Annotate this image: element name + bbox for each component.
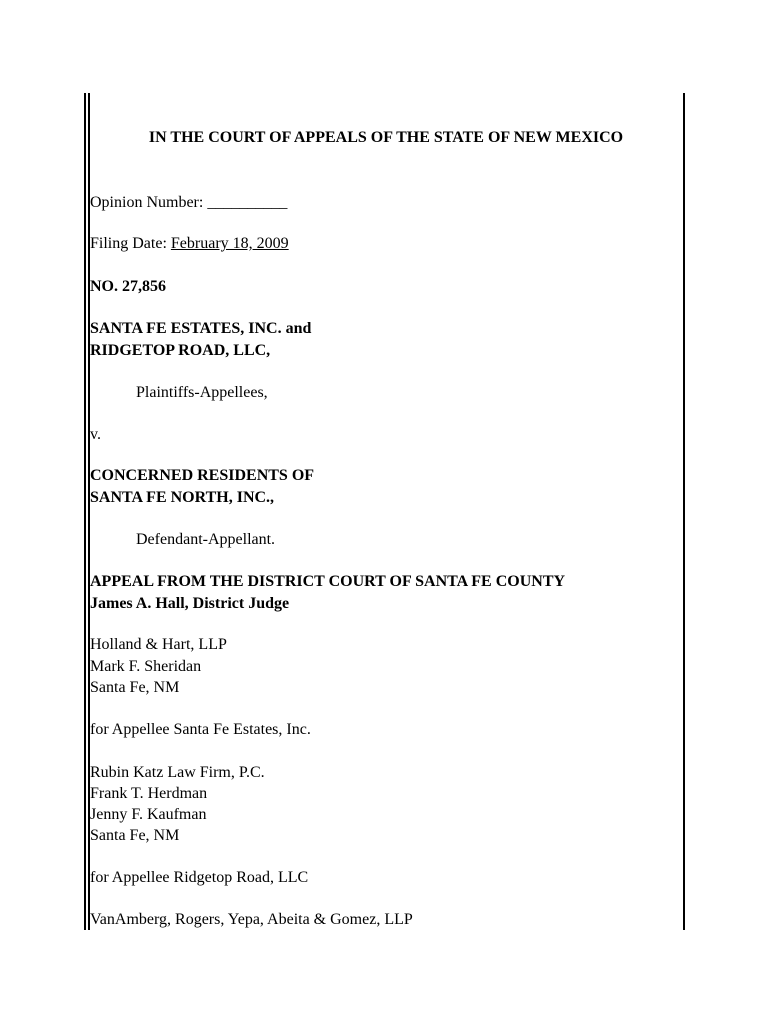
court-title: IN THE COURT OF APPEALS OF THE STATE OF NEW MEXICO (148, 129, 624, 146)
counsel-3-firm: VanAmberg, Rogers, Yepa, Abeita & Gomez, LLP (90, 911, 413, 928)
versus: v. (90, 426, 101, 443)
plaintiff-name-line-2: RIDGETOP ROAD, LLC, (90, 342, 271, 359)
defendant-name-line-1: CONCERNED RESIDENTS OF (90, 467, 315, 484)
right-margin-rule (683, 93, 685, 930)
opinion-number-label: Opinion Number: (90, 194, 204, 211)
counsel-2-for: for Appellee Ridgetop Road, LLC (90, 869, 309, 886)
counsel-1-for: for Appellee Santa Fe Estates, Inc. (90, 721, 311, 738)
plaintiff-role: Plaintiffs-Appellees, (136, 384, 268, 401)
counsel-1-firm: Holland & Hart, LLP (90, 636, 227, 653)
filing-date-line (90, 233, 289, 255)
counsel-2-firm: Rubin Katz Law Firm, P.C. (90, 764, 265, 781)
counsel-1-location: Santa Fe, NM (90, 679, 180, 696)
defendant-role: Defendant-Appellant. (136, 531, 276, 548)
counsel-2-attorney-1: Frank T. Herdman (90, 785, 208, 802)
case-number: NO. 27,856 (90, 278, 166, 295)
district-judge: James A. Hall, District Judge (90, 595, 290, 612)
left-margin-rule (84, 93, 86, 930)
counsel-2-location: Santa Fe, NM (90, 827, 180, 844)
counsel-1-attorney: Mark F. Sheridan (90, 658, 202, 675)
counsel-2-attorney-2: Jenny F. Kaufman (90, 806, 207, 823)
appeal-heading: APPEAL FROM THE DISTRICT COURT OF SANTA FE COUNTY (90, 573, 566, 590)
defendant-name-line-2: SANTA FE NORTH, INC., (90, 489, 275, 506)
plaintiff-name-line-1: SANTA FE ESTATES, INC. and (90, 320, 312, 337)
filing-date-value: February 18, 2009 (170, 235, 289, 252)
filing-date-label: Filing Date: (90, 235, 167, 252)
opinion-number-value: __________ (207, 194, 288, 211)
opinion-number-line (90, 192, 287, 214)
